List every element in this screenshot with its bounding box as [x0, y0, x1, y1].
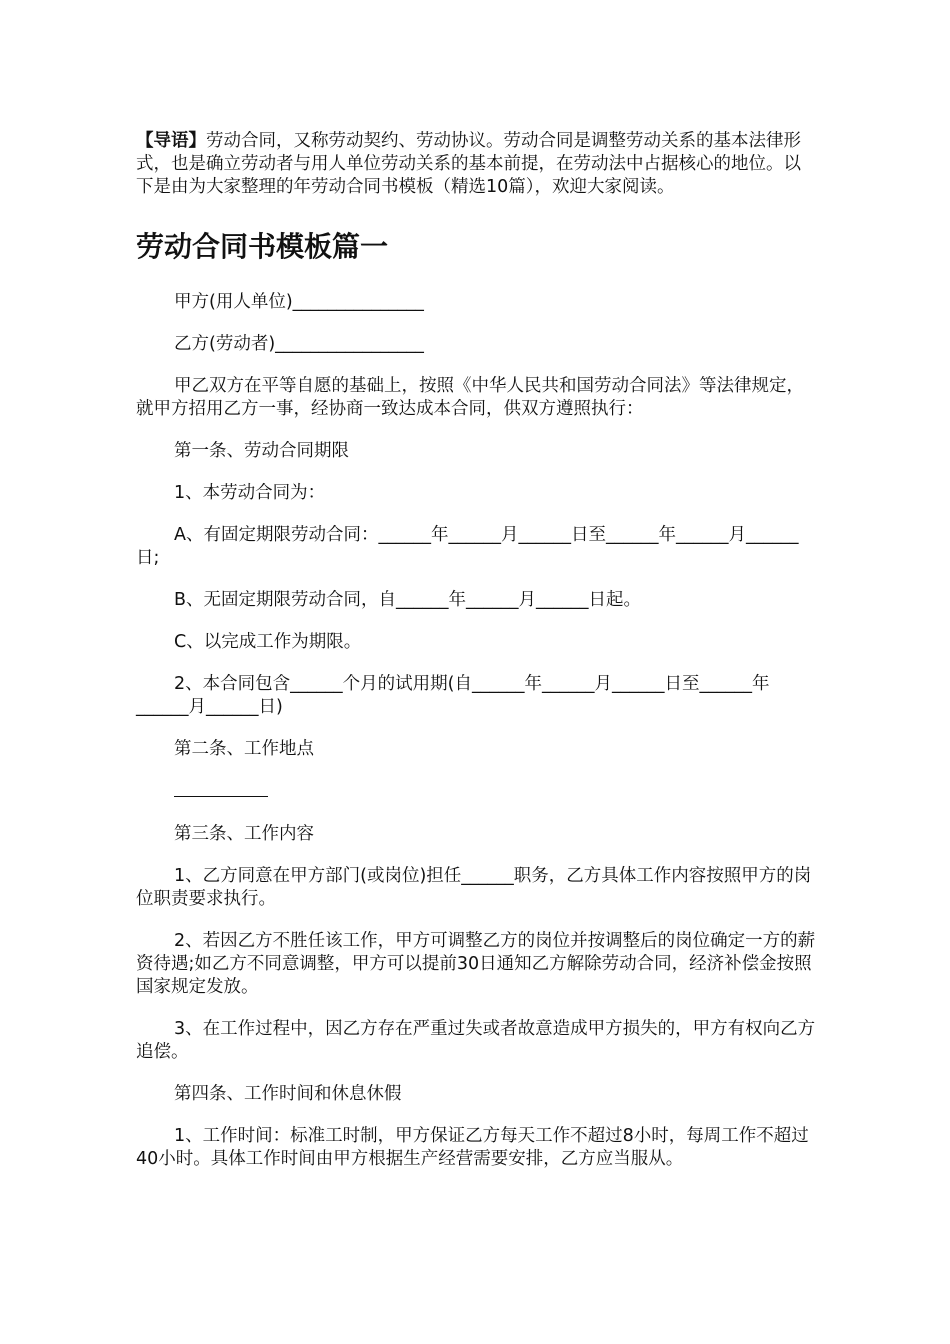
- party-b-line: 乙方(劳动者)_________________: [174, 334, 424, 354]
- article-1-item-c: C、以完成工作为期限。: [174, 632, 362, 652]
- preamble-paragraph: 甲乙双方在平等自愿的基础上，按照《中华人民共和国劳动合同法》等法律规定，就甲方招用乙方一事，经协商一致达成本合同，供双方遵照执行：: [136, 376, 804, 419]
- article-2-heading: 第二条、工作地点: [174, 739, 314, 759]
- party-a-line: 甲方(用人单位)_______________: [174, 292, 424, 312]
- article-1-item-a: A、有固定期限劳动合同：______年______月______日至______年______月______日;: [136, 525, 799, 568]
- article-3-item-2: 2、若因乙方不胜任该工作，甲方可调整乙方的岗位并按调整后的岗位确定一方的薪资待遇;如乙方不同意调整，甲方可以提前30日通知乙方解除劳动合同，经济补偿金按照国家规定发放。: [136, 931, 816, 997]
- article-4-item-1: 1、工作时间：标准工时制，甲方保证乙方每天工作不超过8小时，每周工作不超过40小时。具体工作时间由甲方根据生产经营需要安排，乙方应当服从。: [136, 1126, 809, 1169]
- article-1-item-2: 2、本合同包含______个月的试用期(自______年______月______日至______年______月______日): [136, 674, 770, 717]
- article-3-item-1: 1、乙方同意在甲方部门(或岗位)担任______职务，乙方具体工作内容按照甲方的岗位职责要求执行。: [136, 866, 812, 909]
- article-3-item-3: 3、在工作过程中，因乙方存在严重过失或者故意造成甲方损失的，甲方有权向乙方追偿。: [136, 1019, 816, 1062]
- section-title: 劳动合同书模板篇一: [136, 230, 389, 263]
- article-1-heading: 第一条、劳动合同期限: [174, 441, 349, 461]
- article-3-heading: 第三条、工作内容: [174, 824, 314, 844]
- article-1-item-b: B、无固定期限劳动合同，自______年______月______日起。: [174, 590, 642, 610]
- article-1-item-1: 1、本劳动合同为：: [174, 483, 326, 503]
- intro-text: 劳动合同，又称劳动契约、劳动协议。劳动合同是调整劳动关系的基本法律形式，也是确立劳动者与用人单位劳动关系的基本前提，在劳动法中占据核心的地位。以下是由为大家整理的年劳动合同书模板（精选10篇），欢迎大家阅读。: [136, 131, 801, 197]
- intro-tag: 【导语】: [136, 131, 206, 151]
- work-location-blank: [136, 780, 816, 804]
- blank-underline: [174, 780, 268, 797]
- article-4-heading: 第四条、工作时间和休息休假: [174, 1084, 402, 1104]
- intro-paragraph: [136, 130, 816, 199]
